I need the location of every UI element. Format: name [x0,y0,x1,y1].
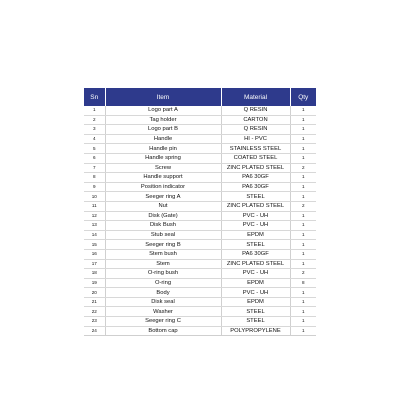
cell-sn: 1 [84,106,105,115]
cell-qty: 1 [290,173,316,183]
cell-item: Washer [105,307,221,317]
cell-material: PA6 30GF [221,182,290,192]
cell-qty: 1 [290,326,316,336]
cell-material: ZINC PLATED STEEL [221,259,290,269]
table-row [84,192,316,202]
table-row [84,307,316,317]
cell-sn: 21 [84,297,105,307]
cell-material: ZINC PLATED STEEL [221,163,290,173]
table-row [84,240,316,250]
cell-qty: 1 [290,259,316,269]
cell-qty: 1 [290,134,316,144]
cell-sn: 4 [84,134,105,144]
cell-item: Stem [105,259,221,269]
cell-qty: 1 [290,307,316,317]
table-row [84,182,316,192]
table-row [84,211,316,221]
cell-material: ZINC PLATED STEEL [221,201,290,211]
cell-material: Q RESIN [221,125,290,135]
table-row [84,125,316,135]
cell-material: CARTON [221,115,290,125]
table-row [84,106,316,115]
cell-qty: 1 [290,249,316,259]
cell-material: PVC - UH [221,269,290,279]
cell-item: Seeger ring A [105,192,221,202]
cell-sn: 8 [84,173,105,183]
table-row [84,201,316,211]
cell-qty: 1 [290,106,316,115]
cell-item: Disk seal [105,297,221,307]
cell-item: Bottom cap [105,326,221,336]
cell-material: PVC - UH [221,221,290,231]
table-row [84,288,316,298]
cell-sn: 17 [84,259,105,269]
cell-item: Seeger ring C [105,317,221,327]
cell-qty: 1 [290,144,316,154]
table-row [84,278,316,288]
table-row [84,269,316,279]
cell-item: Disk (Gate) [105,211,221,221]
table-row [84,326,316,336]
header-item: Item [105,88,221,106]
header-row [84,88,316,106]
cell-material: PVC - UH [221,288,290,298]
cell-item: Logo part B [105,125,221,135]
cell-sn: 18 [84,269,105,279]
cell-qty: 1 [290,221,316,231]
header-material: Material [221,88,290,106]
cell-sn: 14 [84,230,105,240]
table-row [84,153,316,163]
cell-material: COATED STEEL [221,153,290,163]
cell-item: Handle pin [105,144,221,154]
cell-material: STEEL [221,317,290,327]
cell-material: STEEL [221,192,290,202]
cell-item: Stem bush [105,249,221,259]
cell-sn: 19 [84,278,105,288]
cell-sn: 2 [84,115,105,125]
cell-item: Logo part A [105,106,221,115]
table-row [84,317,316,327]
cell-sn: 10 [84,192,105,202]
cell-sn: 9 [84,182,105,192]
cell-material: Q RESIN [221,106,290,115]
cell-sn: 12 [84,211,105,221]
cell-qty: 1 [290,192,316,202]
cell-sn: 13 [84,221,105,231]
cell-material: EPDM [221,278,290,288]
cell-material: EPDM [221,297,290,307]
cell-item: Stub seal [105,230,221,240]
cell-sn: 11 [84,201,105,211]
table-row [84,173,316,183]
cell-sn: 16 [84,249,105,259]
table-row [84,163,316,173]
table-row [84,259,316,269]
cell-material: STEEL [221,240,290,250]
cell-sn: 24 [84,326,105,336]
cell-qty: 1 [290,240,316,250]
cell-qty: 1 [290,125,316,135]
cell-material: HI - PVC [221,134,290,144]
table-row [84,115,316,125]
cell-item: Handle support [105,173,221,183]
cell-item: Body [105,288,221,298]
cell-material: POLYPROPYLENE [221,326,290,336]
cell-sn: 20 [84,288,105,298]
cell-qty: 1 [290,211,316,221]
cell-material: STAINLESS STEEL [221,144,290,154]
cell-item: Handle [105,134,221,144]
cell-qty: 1 [290,288,316,298]
table-row [84,249,316,259]
cell-item: O-ring [105,278,221,288]
cell-qty: 1 [290,317,316,327]
cell-sn: 3 [84,125,105,135]
table-row [84,297,316,307]
cell-item: Nut [105,201,221,211]
cell-qty: 2 [290,201,316,211]
cell-sn: 15 [84,240,105,250]
table-row [84,230,316,240]
cell-sn: 22 [84,307,105,317]
table-row [84,221,316,231]
parts-table-header [84,88,316,106]
cell-item: Tag holder [105,115,221,125]
cell-item: O-ring bush [105,269,221,279]
cell-material: PA6 30GF [221,173,290,183]
header-sn: Sn [84,88,105,106]
cell-material: PVC - UH [221,211,290,221]
cell-item: Screw [105,163,221,173]
cell-material: EPDM [221,230,290,240]
cell-material: PA6 30GF [221,249,290,259]
cell-item: Seeger ring B [105,240,221,250]
parts-table [84,88,316,336]
cell-qty: 1 [290,182,316,192]
table-row [84,134,316,144]
header-qty: Qty [290,88,316,106]
cell-item: Handle spring [105,153,221,163]
cell-item: Disk Bush [105,221,221,231]
cell-qty: 1 [290,230,316,240]
table-row [84,144,316,154]
cell-sn: 23 [84,317,105,327]
cell-qty: 1 [290,153,316,163]
cell-sn: 6 [84,153,105,163]
cell-qty: 2 [290,163,316,173]
cell-qty: 1 [290,297,316,307]
cell-material: STEEL [221,307,290,317]
cell-qty: 1 [290,115,316,125]
cell-qty: 8 [290,278,316,288]
parts-table-body [84,106,316,336]
cell-qty: 2 [290,269,316,279]
cell-sn: 5 [84,144,105,154]
cell-sn: 7 [84,163,105,173]
cell-item: Position indicator [105,182,221,192]
